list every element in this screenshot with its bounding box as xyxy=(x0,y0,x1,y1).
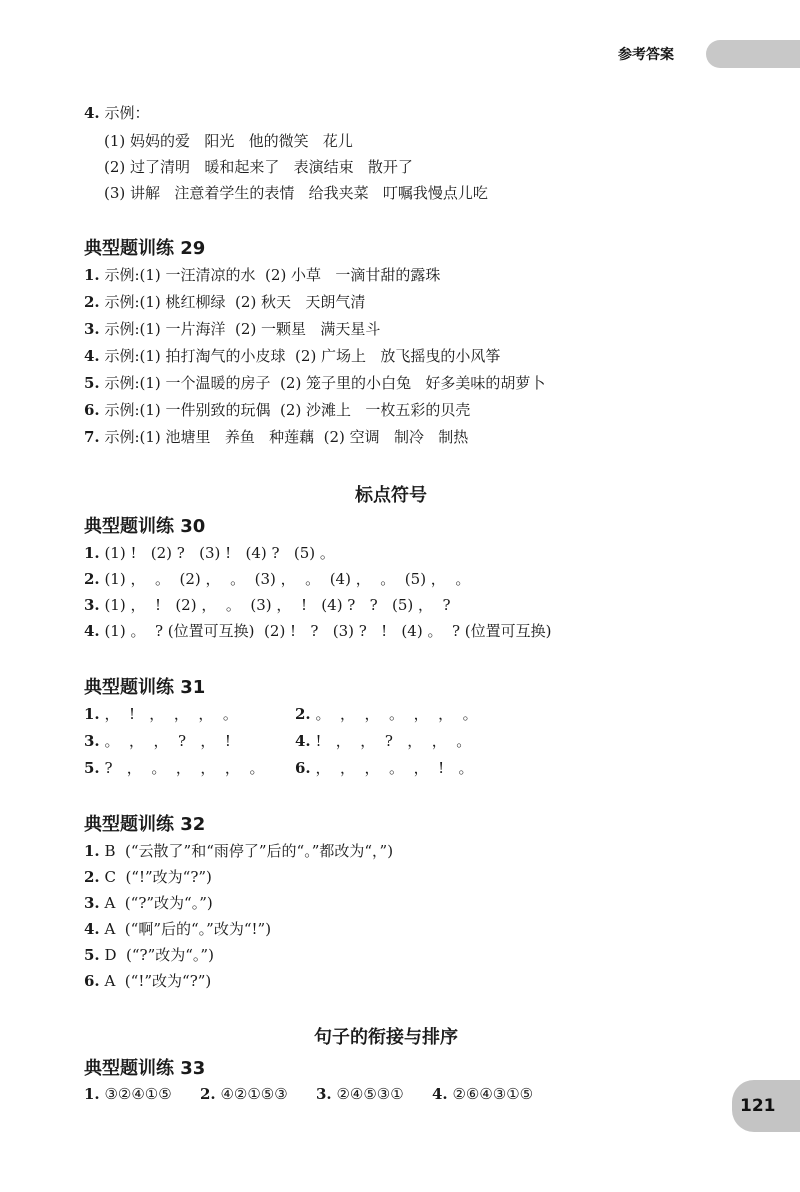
ex29-item-1: 1. 示例:(1) 一汪清凉的水 (2) 小草 一滴甘甜的露珠 xyxy=(84,266,441,284)
intro-sub-3: (3) 讲解 注意着学生的表情 给我夹菜 叮嘱我慢点儿吃 xyxy=(104,184,488,202)
ex29-item-3: 3. 示例:(1) 一片海洋 (2) 一颗星 满天星斗 xyxy=(84,320,381,338)
intro-sub-1: (1) 妈妈的爱 阳光 他的微笑 花儿 xyxy=(104,132,353,150)
ex31-item-1: 1. ， ! ， ， ， 。 xyxy=(84,705,238,723)
ex31-item-5: 5. ? ， 。 ， ， ， 。 xyxy=(84,759,265,777)
ex32-item-3: 3. A (“?”改为“。”) xyxy=(84,894,213,912)
ex32-item-4: 4. A (“啊”后的“。”改为“!”) xyxy=(84,920,272,938)
header-label: 参考答案 xyxy=(618,47,674,63)
section-title-punctuation: 标点符号 xyxy=(355,485,427,506)
ex29-item-6: 6. 示例:(1) 一件别致的玩偶 (2) 沙滩上 一枚五彩的贝壳 xyxy=(84,401,471,419)
ex29-item-5: 5. 示例:(1) 一个温暖的房子 (2) 笼子里的小白兔 好多美味的胡萝卜 xyxy=(84,374,546,392)
ex32-title: 典型题训练 32 xyxy=(84,814,206,835)
ex32-item-2: 2. C (“!”改为“?”) xyxy=(84,868,212,886)
ex33-answer-3: 3. ②④⑤③① xyxy=(316,1085,404,1103)
ex30-item-3: 3. (1) ， ! (2) ， 。 (3) ， ! (4) ? ? (5) ， ? xyxy=(84,596,451,614)
ex32-item-5: 5. D (“?”改为“。”) xyxy=(84,946,214,964)
ex31-title: 典型题训练 31 xyxy=(84,677,206,698)
section-title-sentences: 句子的衔接与排序 xyxy=(314,1027,458,1048)
ex30-item-1: 1. (1) ! (2) ? (3) ! (4) ? (5) 。 xyxy=(84,544,335,562)
ex30-item-4: 4. (1) 。 ? (位置可互换) (2) ! ? (3) ? ! (4) 。 ? (位置可互换) xyxy=(84,622,552,640)
ex33-title: 典型题训练 33 xyxy=(84,1058,206,1079)
ex31-item-6: 6. ， ， ， 。 ， ! 。 xyxy=(295,759,474,777)
ex31-item-2: 2. 。 ， ， 。 ， ， 。 xyxy=(295,705,478,723)
ex30-title: 典型题训练 30 xyxy=(84,516,206,537)
ex29-item-2: 2. 示例:(1) 桃红柳绿 (2) 秋天 天朗气清 xyxy=(84,293,366,311)
ex33-answer-2: 2. ④②①⑤③ xyxy=(200,1085,288,1103)
ex29-item-7: 7. 示例:(1) 池塘里 养鱼 种莲藕 (2) 空调 制冷 制热 xyxy=(84,428,469,446)
ex29-item-4: 4. 示例:(1) 拍打淘气的小皮球 (2) 广场上 放飞摇曳的小风筝 xyxy=(84,347,501,365)
intro-sub-2: (2) 过了清明 暖和起来了 表演结束 散开了 xyxy=(104,158,413,176)
ex32-item-1: 1. B (“云散了”和“雨停了”后的“。”都改为“，”) xyxy=(84,842,394,860)
page-number: 121 xyxy=(740,1096,776,1116)
ex29-title: 典型题训练 29 xyxy=(84,238,206,259)
ex30-item-2: 2. (1) ， 。 (2) ， 。 (3) ， 。 (4) ， 。 (5) ， 。 xyxy=(84,570,471,588)
ex33-answer-4: 4. ②⑥④③①⑤ xyxy=(432,1085,534,1103)
ex31-item-3: 3. 。 ， ， ? ， ! xyxy=(84,732,231,750)
ex31-item-4: 4. ! ， ， ? ， ， 。 xyxy=(295,732,472,750)
ex33-answer-1: 1. ③②④①⑤ xyxy=(84,1085,172,1103)
intro-item-4: 4. 示例： xyxy=(84,104,150,122)
ex32-item-6: 6. A (“!”改为“?”) xyxy=(84,972,212,990)
